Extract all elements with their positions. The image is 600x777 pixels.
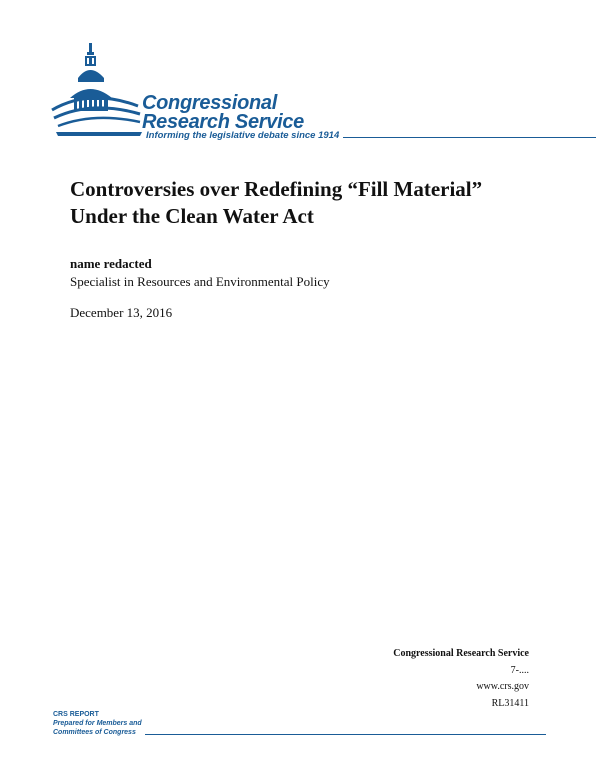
footer <box>53 710 142 737</box>
logo-divider <box>343 137 596 138</box>
contact-block <box>393 646 529 712</box>
footer-label: CRS REPORT <box>53 711 99 718</box>
footer-divider <box>145 734 546 735</box>
author-title: Specialist in Resources and Environmental Policy <box>70 274 330 289</box>
report-title-line1: Controversies over Redefining “Fill Material” <box>70 177 483 201</box>
footer-line2: Committees of Congress <box>53 729 136 736</box>
logo-wordmark-congressional: Congressional <box>142 92 278 114</box>
logo-wordmark-research-service: Research Service <box>142 111 304 133</box>
logo-tagline: Informing the legislative debate since 1914 <box>146 130 340 141</box>
report-title-line2: Under the Clean Water Act <box>70 204 314 228</box>
contact-organization: Congressional Research Service <box>393 648 529 659</box>
crs-logo <box>50 40 350 145</box>
report-number: RL31411 <box>491 697 529 709</box>
footer-line1: Prepared for Members and <box>53 720 142 727</box>
contact-phone: 7-.... <box>510 664 529 676</box>
author-name: name redacted <box>70 256 152 271</box>
capitol-dome-icon <box>50 40 145 145</box>
contact-website: www.crs.gov <box>476 681 529 692</box>
report-date: December 13, 2016 <box>70 305 173 320</box>
report-title <box>70 176 550 230</box>
